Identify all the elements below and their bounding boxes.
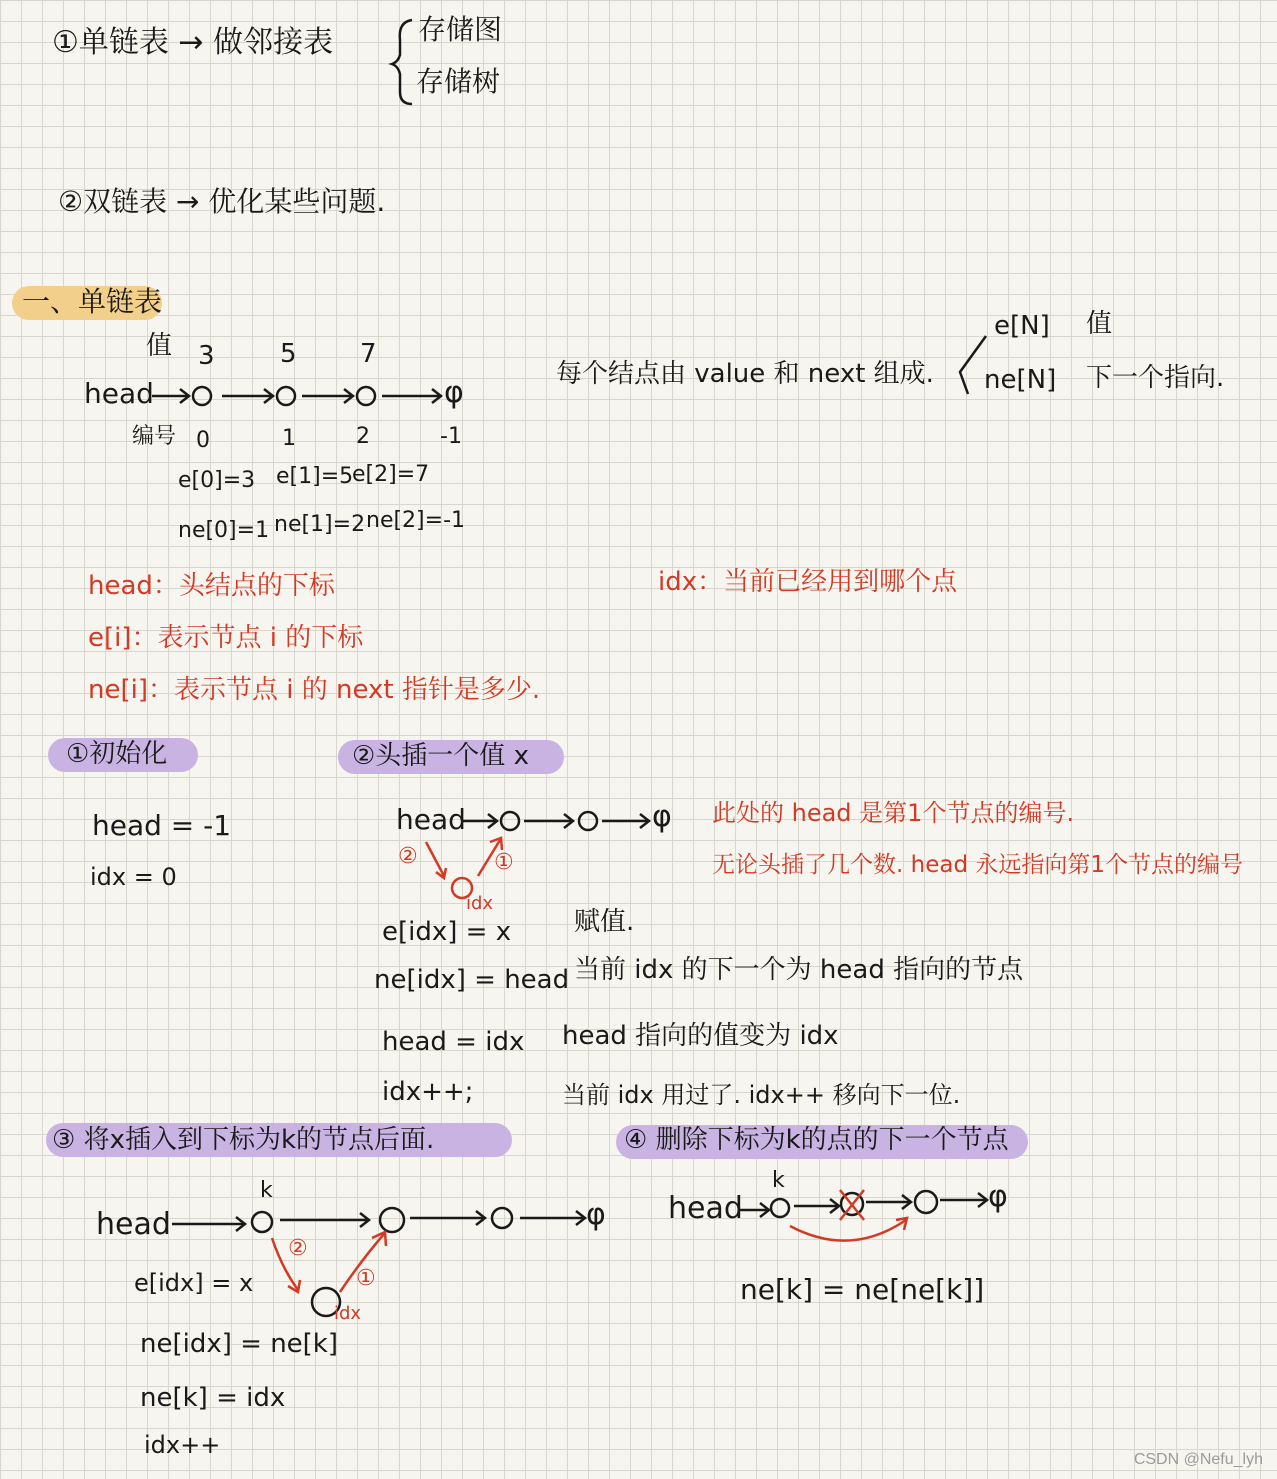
op2-comment-2: head 指向的值变为 idx bbox=[562, 1021, 839, 1051]
op3-code-2: ne[k] = idx bbox=[140, 1383, 286, 1413]
op4-code: ne[k] = ne[ne[k]] bbox=[740, 1273, 985, 1306]
diagram-index-2: 2 bbox=[356, 424, 370, 449]
note-head: head：头结点的下标 bbox=[88, 571, 335, 601]
op1-title: ①初始化 bbox=[66, 739, 168, 769]
op3-code-0: e[idx] = x bbox=[134, 1269, 254, 1297]
op3-head: head bbox=[96, 1207, 171, 1242]
op3-code-3: idx++ bbox=[144, 1431, 221, 1459]
op2-comment-0: 赋值. bbox=[574, 907, 635, 937]
brace-e-text: 值 bbox=[1086, 309, 1113, 339]
brace-ne-text: 下一个指向. bbox=[1086, 363, 1225, 393]
op3-title: ③ 将x插入到下标为k的节点后面. bbox=[52, 1125, 435, 1155]
ne-row-0: ne[0]=1 bbox=[178, 518, 270, 543]
diagram-value-1: 5 bbox=[280, 339, 297, 369]
ne-row-1: ne[1]=2 bbox=[274, 512, 366, 537]
diagram-null: φ bbox=[444, 375, 464, 410]
e-row-0: e[0]=3 bbox=[178, 468, 256, 493]
node-description: 每个结点由 value 和 next 组成. bbox=[556, 359, 934, 389]
op2-code-2: head = idx bbox=[382, 1027, 525, 1057]
watermark: CSDN @Nefu_lyh bbox=[1133, 1451, 1263, 1468]
brace-e-key: e[N] bbox=[994, 311, 1050, 341]
diagram-index-0: 0 bbox=[196, 428, 210, 453]
brace-ne-key: ne[N] bbox=[984, 365, 1057, 395]
intro-branch-tree: 存储树 bbox=[416, 65, 501, 98]
op2-note1: 此处的 head 是第1个节点的编号. bbox=[712, 799, 1075, 827]
diagram-index-label: 编号 bbox=[132, 424, 177, 449]
diagram-head: head bbox=[84, 377, 154, 410]
intro-line2: ②双链表 → 优化某些问题. bbox=[58, 185, 386, 218]
e-row-2: e[2]=7 bbox=[352, 462, 430, 487]
op2-comment-3: 当前 idx 用过了. idx++ 移向下一位. bbox=[562, 1081, 961, 1109]
op3-step1: ① bbox=[356, 1266, 376, 1291]
ne-row-2: ne[2]=-1 bbox=[366, 508, 466, 533]
op3-step2: ② bbox=[288, 1236, 308, 1261]
op4-title: ④ 删除下标为k的点的下一个节点 bbox=[624, 1125, 1009, 1155]
diagram-value-2: 7 bbox=[360, 339, 377, 369]
op2-step2: ② bbox=[398, 844, 418, 869]
op2-code-3: idx++; bbox=[382, 1077, 474, 1107]
intro-branch-graph: 存储图 bbox=[418, 13, 503, 46]
op3-new-node-label: idx bbox=[334, 1303, 362, 1324]
op4-null: φ bbox=[988, 1179, 1008, 1214]
op3-code-1: ne[idx] = ne[k] bbox=[140, 1329, 339, 1359]
op4-k-label: k bbox=[772, 1168, 785, 1193]
note-ne: ne[i]：表示节点 i 的 next 指针是多少. bbox=[88, 675, 541, 705]
op2-comment-1: 当前 idx 的下一个为 head 指向的节点 bbox=[574, 955, 1024, 985]
intro-line1: ①单链表 → 做邻接表 bbox=[52, 25, 334, 60]
op2-code-1: ne[idx] = head bbox=[374, 965, 570, 995]
note-idx: idx：当前已经用到哪个点 bbox=[658, 567, 958, 597]
op2-head: head bbox=[396, 803, 466, 836]
op1-line-head: head = -1 bbox=[92, 809, 232, 842]
op2-note2: 无论头插了几个数. head 永远指向第1个节点的编号 bbox=[712, 852, 1243, 878]
diagram-index-3: -1 bbox=[440, 424, 462, 449]
op2-null: φ bbox=[652, 799, 672, 834]
op3-null: φ bbox=[586, 1197, 606, 1232]
diagram-value-label: 值 bbox=[146, 331, 173, 361]
section1-title: 一、单链表 bbox=[22, 285, 163, 318]
op2-code-0: e[idx] = x bbox=[382, 917, 512, 947]
op2-title: ②头插一个值 x bbox=[352, 741, 529, 771]
op3-k-label: k bbox=[260, 1178, 273, 1203]
op4-head: head bbox=[668, 1191, 743, 1226]
diagram-value-0: 3 bbox=[198, 341, 215, 371]
e-row-1: e[1]=5 bbox=[276, 464, 354, 489]
diagram-index-1: 1 bbox=[282, 426, 296, 451]
op2-new-node-label: idx bbox=[466, 893, 494, 914]
note-e: e[i]：表示节点 i 的下标 bbox=[88, 623, 364, 653]
op2-step1: ① bbox=[494, 850, 514, 875]
op1-line-idx: idx = 0 bbox=[90, 863, 177, 891]
